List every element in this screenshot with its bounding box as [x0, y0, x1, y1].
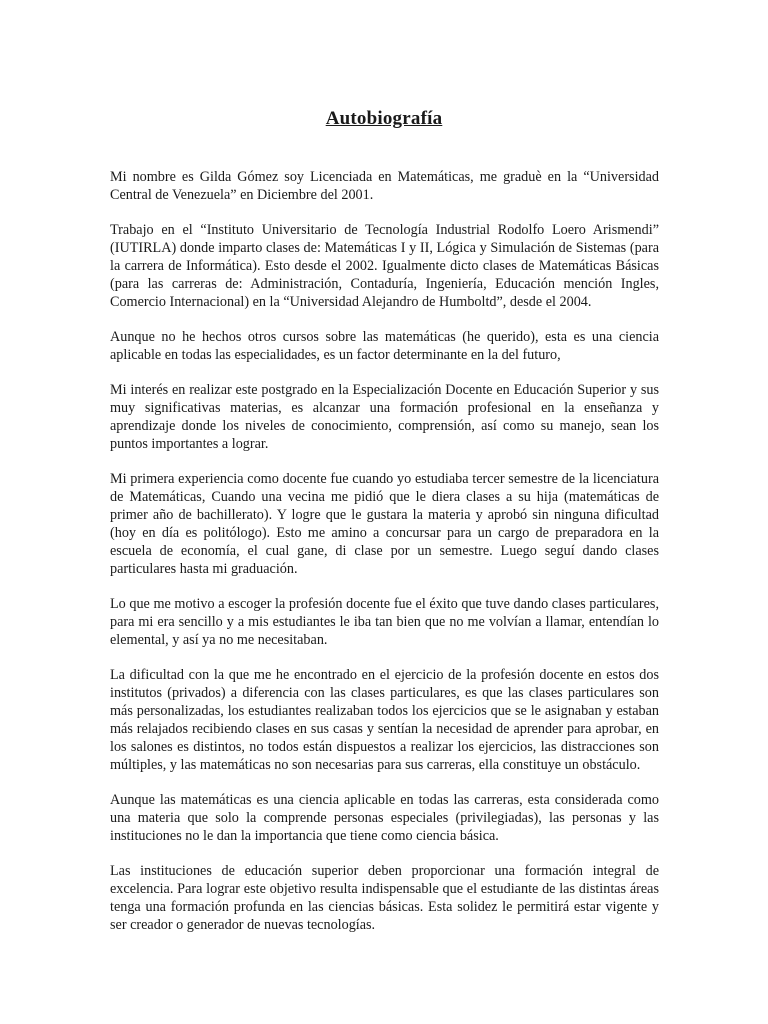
paragraph-6: Lo que me motivo a escoger la profesión docente fue el éxito que tuve dando clases particulares, para mi era sencillo y a mis estudiantes le iba tan bien que no me volvían a llamar, entendían lo elemental, y así ya no me necesitaban.	[110, 596, 659, 648]
document-body	[110, 168, 659, 951]
paragraph-2: Trabajo en el “Instituto Universitario de Tecnología Industrial Rodolfo Loero Arismendi” (IUTIRLA) donde imparto clases de: Matemáticas I y II, Lógica y Simulación de Sistemas (para la carrera de Informática). Esto desde el 2002. Igualmente dicto clases de Matemáticas Básicas (para las carreras de: Administración, Contaduría, Ingeniería, Educación mención Ingles, Comercio Internacional) en la “Universidad Alejandro de Humboltd”, desde el 2004.	[110, 222, 659, 310]
paragraph-1: Mi nombre es Gilda Gómez soy Licenciada en Matemáticas, me graduè en la “Universidad Central de Venezuela” en Diciembre del 2001.	[110, 169, 659, 203]
paragraph-5: Mi primera experiencia como docente fue cuando yo estudiaba tercer semestre de la licenciatura de Matemáticas, Cuando una vecina me pidió que le diera clases a su hija (matemáticas de primer año de bachillerato). Y logre que le gustara la materia y aprobó sin ninguna dificultad (hoy en día es politólogo). Esto me amino a concursar para un cargo de preparadora en la escuela de economía, el cual gane, di clase por un semestre. Luego seguí dando clases particulares hasta mi graduación.	[110, 471, 659, 577]
paragraph-8: Aunque las matemáticas es una ciencia aplicable en todas las carreras, esta considerada como una materia que solo la comprende personas especiales (privilegiadas), las personas y las instituciones no le dan la importancia que tiene como ciencia básica.	[110, 792, 659, 844]
paragraph-4: Mi interés en realizar este postgrado en la Especialización Docente en Educación Superior y sus muy significativas materias, es alcanzar una formación profesional en la enseñanza y aprendizaje donde los niveles de conocimiento, comprensión, así como su manejo, sean los puntos importantes a lograr.	[110, 382, 659, 452]
paragraph-7: La dificultad con la que me he encontrado en el ejercicio de la profesión docente en estos dos institutos (privados) a diferencia con las clases particulares, es que las clases particulares son más personalizadas, los estudiantes realizaban todos los ejercicios que se le asignaban y estaban más relajados recibiendo clases en sus casas y sentían la necesidad de aprender para aprobar, en los salones es distintos, no todos están dispuestos a realizar los ejercicios, las distracciones son múltiples, y las matemáticas no son necesarias para sus carreras, ella constituye un obstáculo.	[110, 667, 659, 773]
document-title: Autobiografía	[325, 108, 443, 129]
paragraph-3: Aunque no he hechos otros cursos sobre las matemáticas (he querido), esta es una ciencia aplicable en todas las especialidades, es un factor determinante en la del futuro,	[110, 329, 659, 363]
paragraph-9: Las instituciones de educación superior deben proporcionar una formación integral de excelencia. Para lograr este objetivo resulta indispensable que el estudiante de las distintas áreas tenga una formación profunda en las ciencias básicas. Esta solidez le permitirá estar vigente y ser creador o generador de nuevas tecnologías.	[110, 863, 659, 933]
